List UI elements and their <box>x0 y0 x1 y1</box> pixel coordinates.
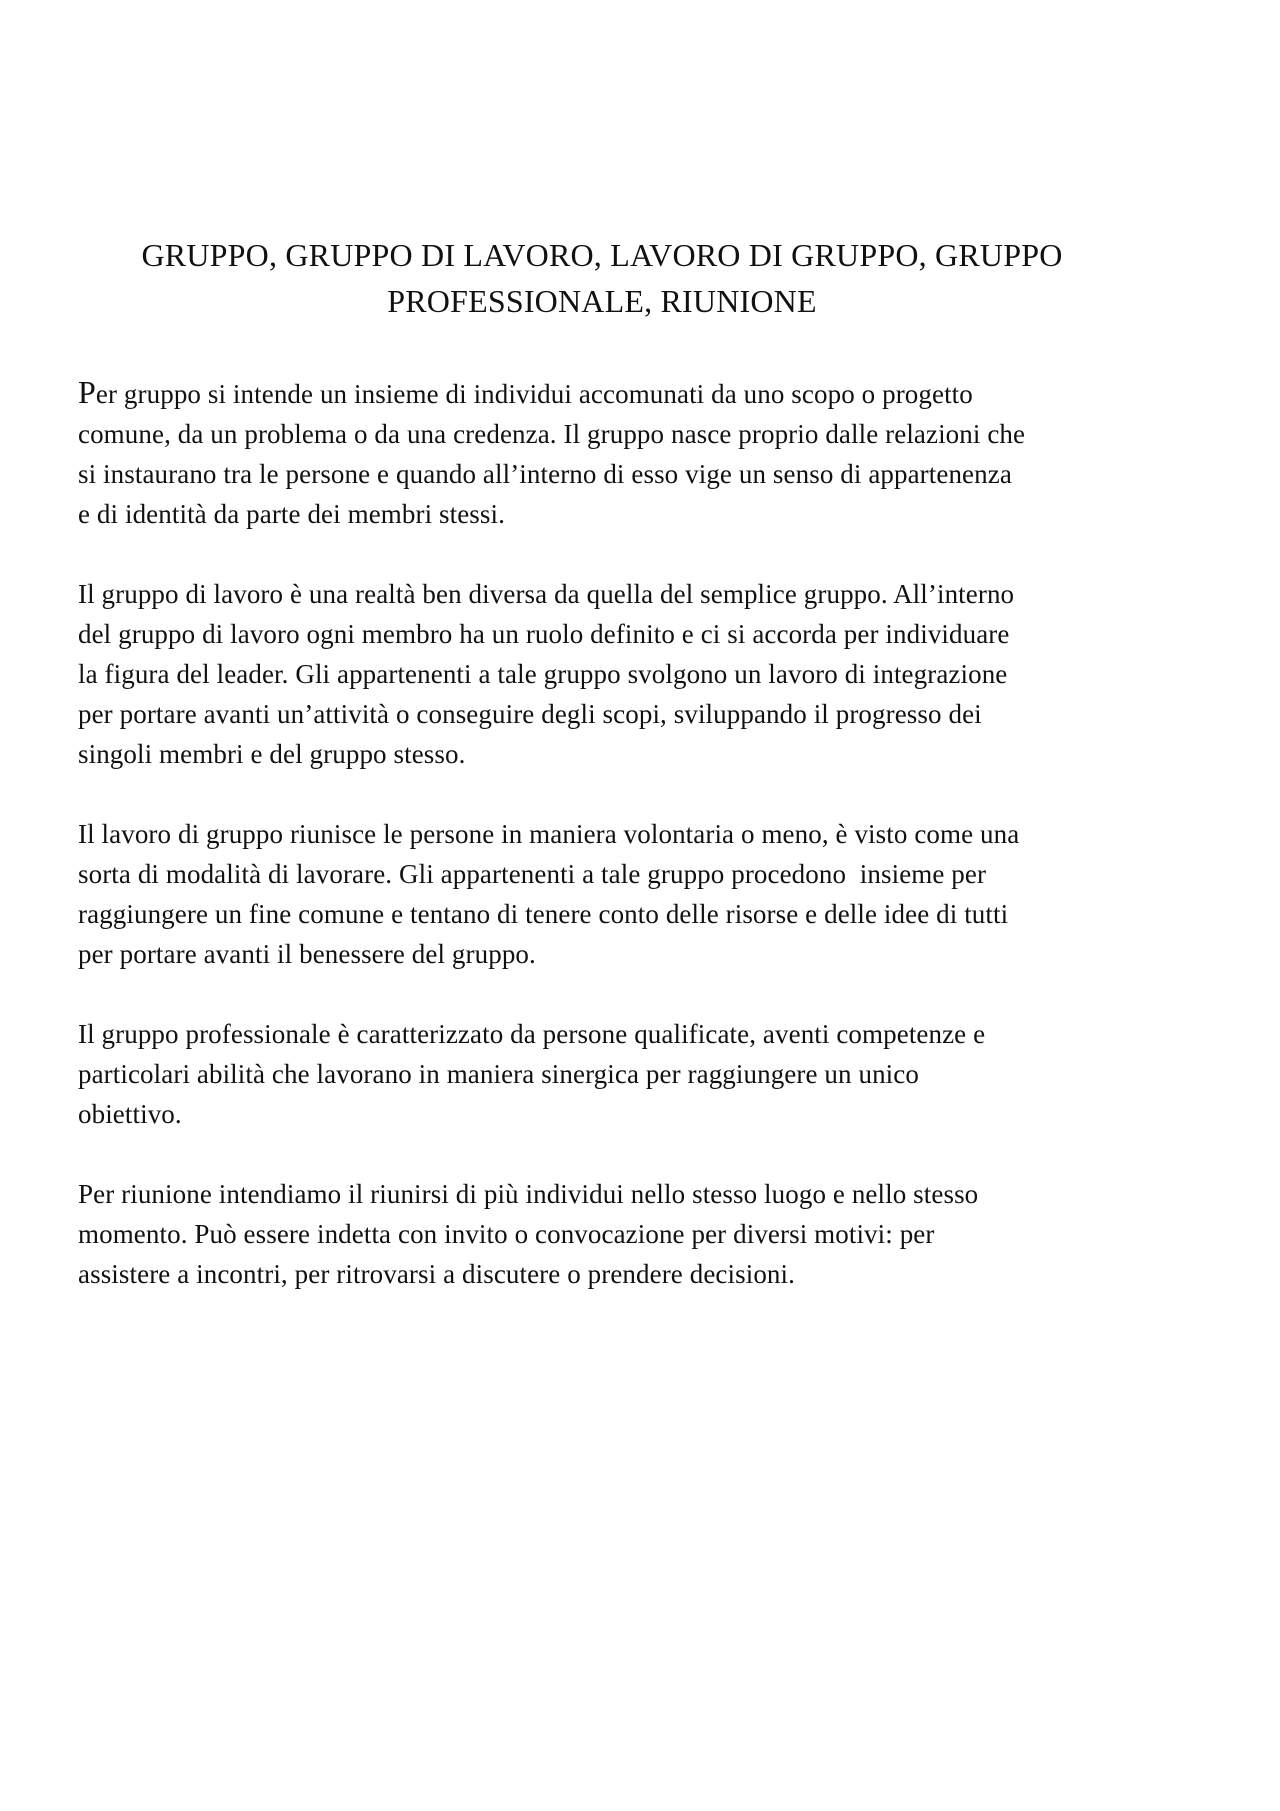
paragraph-line: singoli membri e del gruppo stesso. <box>78 739 466 769</box>
paragraph-line: del gruppo di lavoro ogni membro ha un ruolo definito e ci si accorda per individuare <box>78 619 1010 649</box>
paragraph-line: sorta di modalità di lavorare. Gli appartenenti a tale gruppo procedono insieme per <box>78 859 987 889</box>
paragraph-line: per portare avanti il benessere del gruppo. <box>78 939 536 969</box>
paragraph-line: Il gruppo professionale è caratterizzato da persone qualificate, aventi competenze e <box>78 1019 986 1049</box>
paragraph-gruppo <box>78 372 1138 534</box>
paragraph-gruppo-professionale <box>78 1014 1138 1134</box>
title-line: GRUPPO, GRUPPO DI LAVORO, LAVORO DI GRUPPO, GRUPPO <box>141 237 1063 273</box>
document-title <box>78 232 1126 324</box>
paragraph-line: raggiungere un fine comune e tentano di tenere conto delle risorse e delle idee di tutti <box>78 899 1009 929</box>
paragraph-line: Per riunione intendiamo il riunirsi di più individui nello stesso luogo e nello stesso <box>78 1179 979 1209</box>
paragraph-line: Il lavoro di gruppo riunisce le persone in maniera volontaria o meno, è visto come una <box>78 819 1020 849</box>
paragraph-lavoro-di-gruppo <box>78 814 1138 974</box>
paragraph-line: per portare avanti un’attività o conseguire degli scopi, sviluppando il progresso dei <box>78 699 982 729</box>
paragraph-riunione <box>78 1174 1138 1294</box>
paragraph-line: momento. Può essere indetta con invito o convocazione per diversi motivi: per <box>78 1219 935 1249</box>
paragraph-line: e di identità da parte dei membri stessi. <box>78 499 505 529</box>
paragraph-line: assistere a incontri, per ritrovarsi a discutere o prendere decisioni. <box>78 1259 795 1289</box>
title-line: PROFESSIONALE, RIUNIONE <box>387 283 817 319</box>
paragraph-line: comune, da un problema o da una credenza. Il gruppo nasce proprio dalle relazioni che <box>78 419 1026 449</box>
paragraph-line: Il gruppo di lavoro è una realtà ben diversa da quella del semplice gruppo. All’interno <box>78 579 1015 609</box>
paragraph-line <box>78 372 1138 414</box>
paragraph-line: si instaurano tra le persone e quando all’interno di esso vige un senso di appartenenza <box>78 459 1012 489</box>
drop-letter: P <box>78 374 96 410</box>
paragraph-gruppo-di-lavoro <box>78 574 1138 774</box>
paragraph-line: obiettivo. <box>78 1099 182 1129</box>
paragraph-line: particolari abilità che lavorano in maniera sinergica per raggiungere un unico <box>78 1059 919 1089</box>
paragraph-line: la figura del leader. Gli appartenenti a tale gruppo svolgono un lavoro di integrazione <box>78 659 1008 689</box>
line-text: er gruppo si intende un insieme di individui accomunati da uno scopo o progetto <box>95 379 973 409</box>
document-body <box>78 372 1138 1334</box>
